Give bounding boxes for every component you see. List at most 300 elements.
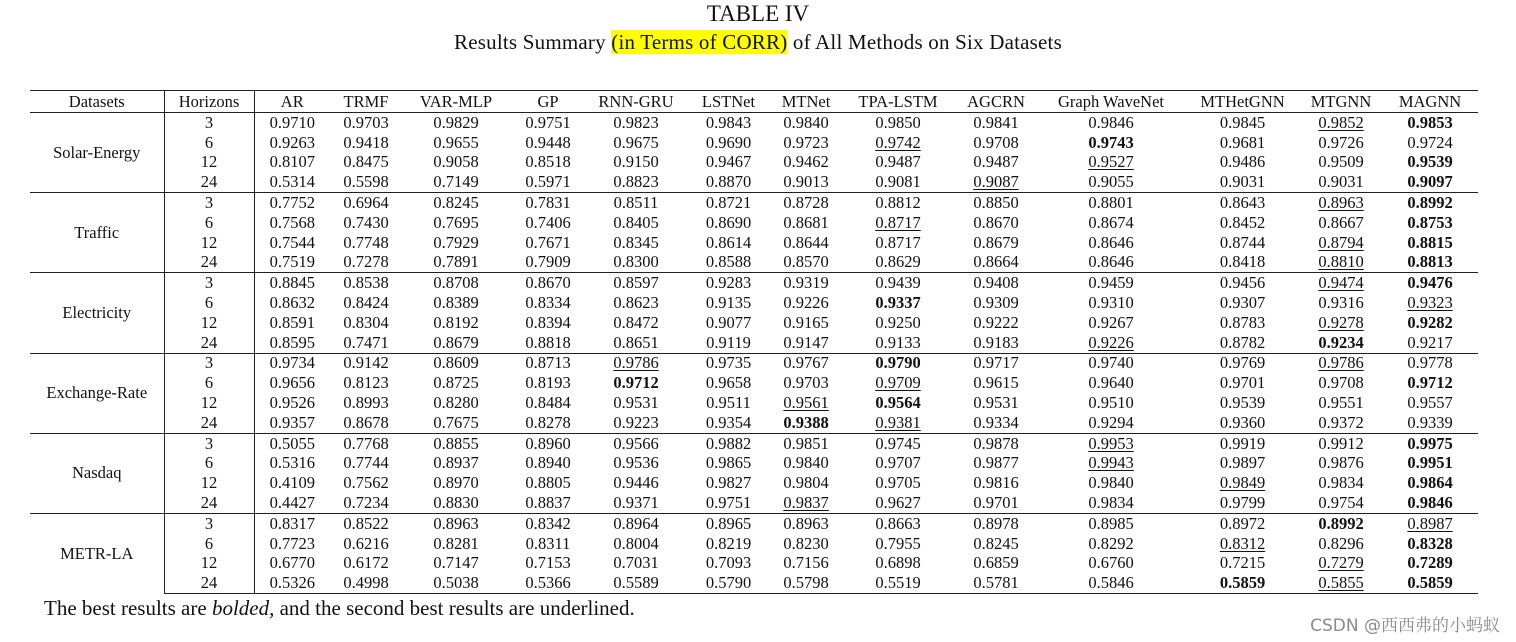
value-text: 0.7562 xyxy=(343,473,389,493)
value-cell xyxy=(771,313,841,333)
value-cell xyxy=(686,353,771,373)
value-cell xyxy=(1185,333,1300,353)
value-cell xyxy=(955,393,1037,413)
horizon-cell: 3 xyxy=(164,513,254,533)
value-cell xyxy=(1185,213,1300,233)
value-cell xyxy=(1037,393,1185,413)
value-cell xyxy=(510,373,586,393)
value-text: 0.5859 xyxy=(1219,573,1266,593)
value-cell xyxy=(510,172,586,192)
value-text: 0.5589 xyxy=(613,573,659,593)
value-cell xyxy=(955,573,1037,593)
value-text: 0.9462 xyxy=(783,152,829,172)
value-text: 0.9705 xyxy=(875,473,921,493)
horizon-cell: 3 xyxy=(164,353,254,373)
value-cell xyxy=(1300,513,1382,533)
value-cell xyxy=(686,233,771,253)
value-text: 0.8728 xyxy=(783,193,829,213)
column-header: TRMF xyxy=(330,91,402,113)
value-text: 0.8845 xyxy=(269,273,315,293)
value-text: 0.9323 xyxy=(1407,293,1453,313)
value-text: 0.9234 xyxy=(1318,332,1364,352)
value-text: 0.6216 xyxy=(343,533,389,553)
value-cell xyxy=(510,193,586,213)
value-cell xyxy=(254,433,330,453)
value-cell xyxy=(586,273,686,293)
value-cell xyxy=(510,133,586,153)
value-cell xyxy=(1382,333,1478,353)
value-text: 0.9850 xyxy=(875,112,921,132)
value-text: 0.9486 xyxy=(1219,152,1266,172)
value-text: 0.8801 xyxy=(1088,193,1134,213)
value-cell xyxy=(586,554,686,574)
value-cell xyxy=(1382,293,1478,313)
dataset-cell: Electricity xyxy=(30,273,164,353)
value-cell xyxy=(1037,172,1185,192)
value-text: 0.9943 xyxy=(1088,453,1134,473)
value-cell xyxy=(841,273,955,293)
value-text: 0.8472 xyxy=(613,312,659,332)
value-cell xyxy=(1037,313,1185,333)
value-cell xyxy=(1185,554,1300,574)
value-cell xyxy=(330,454,402,474)
value-text: 0.9953 xyxy=(1088,433,1134,453)
value-cell xyxy=(1382,534,1478,554)
value-text: 0.7891 xyxy=(433,252,479,272)
value-cell xyxy=(586,573,686,593)
value-cell xyxy=(1382,133,1478,153)
value-text: 0.9217 xyxy=(1407,332,1453,352)
value-text: 0.7031 xyxy=(613,553,659,573)
value-cell xyxy=(586,313,686,333)
value-text: 0.9334 xyxy=(973,412,1019,432)
value-cell xyxy=(686,433,771,453)
value-text: 0.9735 xyxy=(705,353,752,373)
value-cell xyxy=(402,433,510,453)
value-cell xyxy=(586,454,686,474)
value-cell xyxy=(1300,573,1382,593)
value-text: 0.9640 xyxy=(1088,373,1134,393)
value-cell xyxy=(510,413,586,433)
value-cell xyxy=(510,273,586,293)
value-cell xyxy=(841,393,955,413)
value-cell xyxy=(1185,113,1300,133)
value-text: 0.9467 xyxy=(705,152,752,172)
value-text: 0.9539 xyxy=(1407,152,1453,172)
value-text: 0.8992 xyxy=(1407,193,1453,213)
value-cell xyxy=(586,172,686,192)
value-cell xyxy=(771,353,841,373)
value-text: 0.7748 xyxy=(343,232,389,252)
value-text: 0.8855 xyxy=(433,433,479,453)
value-text: 0.7695 xyxy=(433,212,479,232)
value-cell xyxy=(771,413,841,433)
value-cell xyxy=(1382,493,1478,513)
value-text: 0.9097 xyxy=(1407,172,1453,192)
value-cell xyxy=(1382,153,1478,173)
value-cell xyxy=(771,534,841,554)
value-cell xyxy=(254,573,330,593)
value-cell xyxy=(586,333,686,353)
value-cell xyxy=(1300,373,1382,393)
value-cell xyxy=(510,433,586,453)
value-text: 0.9876 xyxy=(1318,453,1364,473)
value-cell xyxy=(841,313,955,333)
value-text: 0.9853 xyxy=(1407,112,1453,132)
value-cell xyxy=(841,293,955,313)
value-cell xyxy=(841,573,955,593)
value-cell xyxy=(771,393,841,413)
value-text: 0.9081 xyxy=(875,172,921,192)
value-cell xyxy=(771,433,841,453)
horizon-cell: 6 xyxy=(164,293,254,313)
value-cell xyxy=(1185,293,1300,313)
value-cell xyxy=(330,133,402,153)
value-cell xyxy=(1382,273,1478,293)
value-cell xyxy=(771,113,841,133)
horizon-cell: 12 xyxy=(164,554,254,574)
value-cell xyxy=(841,253,955,273)
value-cell xyxy=(771,153,841,173)
value-cell xyxy=(955,513,1037,533)
value-text: 0.8963 xyxy=(783,513,829,533)
value-cell xyxy=(955,133,1037,153)
value-text: 0.9897 xyxy=(1219,453,1266,473)
value-text: 0.7831 xyxy=(525,193,571,213)
value-text: 0.9751 xyxy=(705,493,752,513)
value-text: 0.8646 xyxy=(1088,252,1134,272)
value-cell xyxy=(1037,473,1185,493)
value-text: 0.8405 xyxy=(613,212,659,232)
value-text: 0.9799 xyxy=(1219,493,1266,513)
value-cell xyxy=(1037,153,1185,173)
value-cell xyxy=(841,153,955,173)
value-text: 0.9740 xyxy=(1088,353,1134,373)
value-cell xyxy=(254,473,330,493)
value-text: 0.7568 xyxy=(269,212,315,232)
value-text: 0.6859 xyxy=(973,553,1019,573)
value-text: 0.9816 xyxy=(973,473,1019,493)
value-cell xyxy=(1300,454,1382,474)
value-cell xyxy=(955,113,1037,133)
value-text: 0.9408 xyxy=(973,273,1019,293)
value-cell xyxy=(586,153,686,173)
value-text: 0.9283 xyxy=(705,273,752,293)
value-text: 0.9509 xyxy=(1318,152,1364,172)
value-text: 0.9658 xyxy=(705,373,752,393)
value-text: 0.7289 xyxy=(1407,553,1453,573)
value-text: 0.8651 xyxy=(613,332,659,352)
value-cell xyxy=(254,193,330,213)
value-cell xyxy=(1382,353,1478,373)
dataset-cell: Exchange-Rate xyxy=(30,353,164,433)
value-cell xyxy=(1037,253,1185,273)
table-row xyxy=(30,193,1478,213)
value-text: 0.9360 xyxy=(1219,412,1266,432)
value-text: 0.8978 xyxy=(973,513,1019,533)
value-cell xyxy=(955,172,1037,192)
value-cell xyxy=(955,253,1037,273)
horizon-cell: 12 xyxy=(164,233,254,253)
table-row xyxy=(30,233,1478,253)
value-cell xyxy=(771,454,841,474)
value-cell xyxy=(330,554,402,574)
value-text: 0.8511 xyxy=(613,193,659,213)
value-text: 0.9840 xyxy=(783,112,829,132)
value-cell xyxy=(1300,153,1382,173)
value-cell xyxy=(1185,172,1300,192)
value-text: 0.8690 xyxy=(705,212,752,232)
value-text: 0.9786 xyxy=(613,353,659,373)
value-cell xyxy=(1300,133,1382,153)
value-cell xyxy=(586,213,686,233)
value-cell xyxy=(330,433,402,453)
horizon-cell: 3 xyxy=(164,193,254,213)
value-text: 0.9840 xyxy=(1088,473,1134,493)
value-cell xyxy=(955,153,1037,173)
value-cell xyxy=(510,513,586,533)
value-text: 0.9951 xyxy=(1407,453,1453,473)
value-text: 0.8679 xyxy=(973,232,1019,252)
value-text: 0.8518 xyxy=(525,152,571,172)
value-text: 0.8644 xyxy=(783,232,829,252)
value-cell xyxy=(841,433,955,453)
value-cell xyxy=(402,233,510,253)
value-cell xyxy=(1185,133,1300,153)
value-cell xyxy=(330,353,402,373)
value-text: 0.9526 xyxy=(269,393,315,413)
value-text: 0.8304 xyxy=(343,312,389,332)
value-text: 0.9709 xyxy=(875,373,921,393)
value-cell xyxy=(686,193,771,213)
value-cell xyxy=(330,393,402,413)
value-text: 0.9031 xyxy=(1219,172,1266,192)
value-cell xyxy=(686,573,771,593)
value-cell xyxy=(1037,554,1185,574)
value-text: 0.8813 xyxy=(1407,252,1453,272)
value-cell xyxy=(330,293,402,313)
value-cell xyxy=(1037,433,1185,453)
value-text: 0.8614 xyxy=(705,232,752,252)
value-text: 0.7093 xyxy=(705,553,752,573)
value-cell xyxy=(254,172,330,192)
value-text: 0.9846 xyxy=(1407,493,1453,513)
value-cell xyxy=(1300,413,1382,433)
value-cell xyxy=(586,473,686,493)
value-text: 0.9055 xyxy=(1088,172,1134,192)
value-cell xyxy=(1300,333,1382,353)
value-cell xyxy=(510,454,586,474)
value-text: 0.9769 xyxy=(1219,353,1266,373)
horizon-cell: 6 xyxy=(164,213,254,233)
caption-prefix: Results Summary xyxy=(454,30,612,54)
column-header: MTHetGNN xyxy=(1185,91,1300,113)
dataset-cell: Traffic xyxy=(30,193,164,273)
value-text: 0.7153 xyxy=(525,553,571,573)
value-text: 0.9723 xyxy=(783,132,829,152)
value-cell xyxy=(1382,313,1478,333)
value-cell xyxy=(1382,513,1478,533)
value-text: 0.9561 xyxy=(783,393,829,413)
value-text: 0.9708 xyxy=(973,132,1019,152)
value-text: 0.9511 xyxy=(706,393,751,413)
value-text: 0.9840 xyxy=(783,453,829,473)
value-text: 0.7471 xyxy=(343,332,389,352)
value-cell xyxy=(330,233,402,253)
value-cell xyxy=(771,133,841,153)
horizon-cell: 12 xyxy=(164,313,254,333)
value-cell xyxy=(1382,193,1478,213)
value-cell xyxy=(510,153,586,173)
table-row xyxy=(30,433,1478,453)
value-cell xyxy=(841,534,955,554)
value-text: 0.8815 xyxy=(1407,232,1453,252)
value-text: 0.8345 xyxy=(613,232,659,252)
value-cell xyxy=(586,353,686,373)
caption-suffix: of All Methods on Six Datasets xyxy=(787,30,1062,54)
table-row xyxy=(30,333,1478,353)
value-text: 0.9031 xyxy=(1318,172,1364,192)
value-cell xyxy=(686,473,771,493)
value-cell xyxy=(330,493,402,513)
value-text: 0.9882 xyxy=(705,433,752,453)
value-cell xyxy=(771,293,841,313)
value-text: 0.9250 xyxy=(875,312,921,332)
value-cell xyxy=(771,493,841,513)
value-text: 0.8632 xyxy=(269,293,315,313)
value-text: 0.5366 xyxy=(525,573,571,593)
table-row xyxy=(30,413,1478,433)
value-cell xyxy=(330,373,402,393)
value-cell xyxy=(841,493,955,513)
value-text: 0.8311 xyxy=(525,533,571,553)
value-text: 0.9316 xyxy=(1318,293,1364,313)
value-text: 0.9690 xyxy=(705,132,752,152)
horizon-cell: 12 xyxy=(164,393,254,413)
horizon-cell: 12 xyxy=(164,473,254,493)
value-cell xyxy=(1382,473,1478,493)
value-text: 0.5326 xyxy=(269,573,315,593)
value-cell xyxy=(686,373,771,393)
value-text: 0.9147 xyxy=(783,332,829,352)
value-text: 0.9388 xyxy=(783,412,829,432)
value-text: 0.9823 xyxy=(613,112,659,132)
value-text: 0.9734 xyxy=(269,353,315,373)
value-text: 0.8597 xyxy=(613,273,659,293)
value-text: 0.7519 xyxy=(269,252,315,272)
value-cell xyxy=(841,172,955,192)
value-cell xyxy=(686,273,771,293)
value-cell xyxy=(330,313,402,333)
value-cell xyxy=(1037,293,1185,313)
value-cell xyxy=(402,133,510,153)
value-text: 0.8810 xyxy=(1318,252,1364,272)
value-text: 0.9701 xyxy=(1219,373,1266,393)
value-text: 0.9681 xyxy=(1219,132,1266,152)
horizon-cell: 24 xyxy=(164,253,254,273)
value-text: 0.9708 xyxy=(1318,373,1364,393)
value-text: 0.8794 xyxy=(1318,232,1364,252)
value-cell xyxy=(1037,113,1185,133)
value-cell xyxy=(1300,172,1382,192)
value-text: 0.9474 xyxy=(1318,273,1364,293)
value-text: 0.8629 xyxy=(875,252,921,272)
value-text: 0.8219 xyxy=(705,533,752,553)
footnote-suffix: , and the second best results are underlined. xyxy=(269,596,635,620)
footnote xyxy=(44,595,635,621)
column-header: MAGNN xyxy=(1382,91,1478,113)
value-cell xyxy=(1037,193,1185,213)
value-cell xyxy=(402,113,510,133)
value-text: 0.8107 xyxy=(269,152,315,172)
value-text: 0.5519 xyxy=(875,573,921,593)
value-cell xyxy=(841,473,955,493)
value-text: 0.8850 xyxy=(973,193,1019,213)
value-cell xyxy=(955,454,1037,474)
value-text: 0.9754 xyxy=(1318,493,1364,513)
value-text: 0.9119 xyxy=(706,332,751,352)
value-text: 0.8717 xyxy=(875,232,921,252)
value-text: 0.8484 xyxy=(525,393,571,413)
value-text: 0.7430 xyxy=(343,212,389,232)
horizon-cell: 3 xyxy=(164,113,254,133)
value-text: 0.9183 xyxy=(973,332,1019,352)
value-text: 0.8192 xyxy=(433,312,479,332)
value-cell xyxy=(841,413,955,433)
value-text: 0.9804 xyxy=(783,473,829,493)
value-text: 0.5314 xyxy=(269,172,315,192)
value-text: 0.9223 xyxy=(613,412,659,432)
value-cell xyxy=(330,172,402,192)
table-row xyxy=(30,393,1478,413)
value-text: 0.8721 xyxy=(705,193,752,213)
value-text: 0.9150 xyxy=(613,152,659,172)
value-cell xyxy=(254,413,330,433)
value-cell xyxy=(841,133,955,153)
table-row xyxy=(30,473,1478,493)
value-cell xyxy=(402,554,510,574)
value-cell xyxy=(1382,433,1478,453)
column-header: RNN-GRU xyxy=(586,91,686,113)
results-table xyxy=(30,90,1478,594)
column-header: MTNet xyxy=(771,91,841,113)
value-cell xyxy=(686,454,771,474)
value-cell xyxy=(1037,213,1185,233)
caption-highlight: (in Terms of CORR) xyxy=(611,30,788,54)
value-text: 0.8245 xyxy=(433,193,479,213)
value-text: 0.8805 xyxy=(525,473,571,493)
value-text: 0.9226 xyxy=(1088,332,1134,352)
value-cell xyxy=(510,353,586,373)
value-cell xyxy=(510,554,586,574)
value-text: 0.9703 xyxy=(783,373,829,393)
value-cell xyxy=(1185,513,1300,533)
value-text: 0.9627 xyxy=(875,493,921,513)
value-cell xyxy=(402,333,510,353)
value-cell xyxy=(1300,313,1382,333)
value-cell xyxy=(402,273,510,293)
value-cell xyxy=(402,473,510,493)
value-cell xyxy=(771,273,841,293)
value-cell xyxy=(1037,333,1185,353)
value-text: 0.8424 xyxy=(343,293,389,313)
value-cell xyxy=(1037,273,1185,293)
value-text: 0.9133 xyxy=(875,332,921,352)
value-cell xyxy=(254,113,330,133)
value-text: 0.9310 xyxy=(1088,293,1134,313)
table-title: TABLE IV xyxy=(706,1,810,26)
value-text: 0.9536 xyxy=(613,453,659,473)
